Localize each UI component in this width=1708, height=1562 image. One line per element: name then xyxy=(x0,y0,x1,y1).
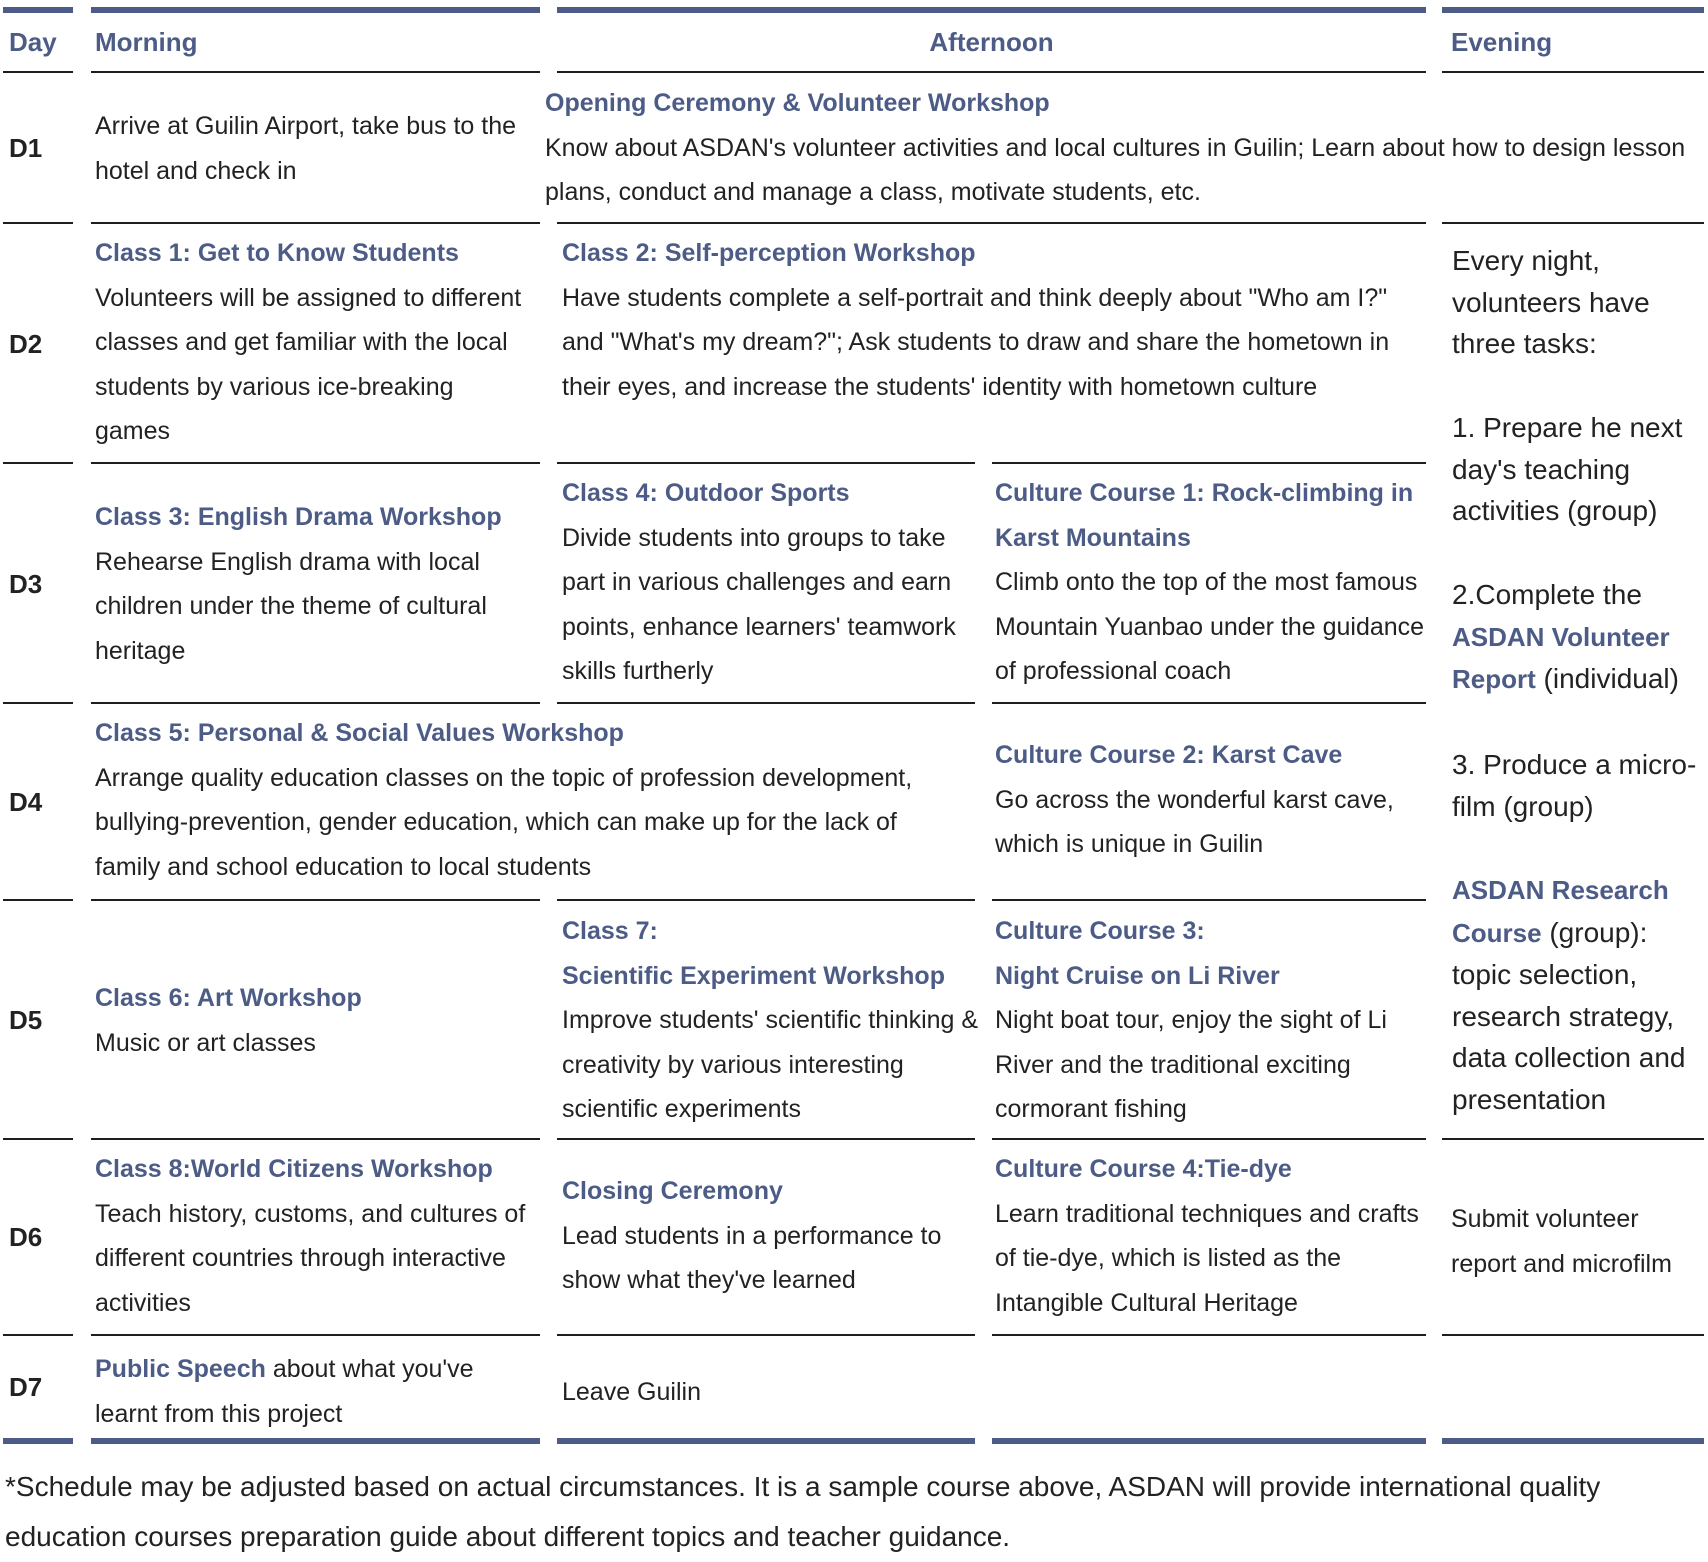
d6-afternoon2-title: Culture Course 4:Tie-dye xyxy=(995,1155,1292,1183)
d3-morning-text: Rehearse English drama with local children under the theme of cultural heritage xyxy=(95,547,487,665)
evening-task-3: 3. Produce a micro-film (group) xyxy=(1452,749,1697,822)
d3-afternoon1-title: Class 4: Outdoor Sports xyxy=(562,479,850,507)
row-rule xyxy=(557,462,975,464)
d3-morning xyxy=(95,495,540,673)
d3-afternoon2-text: Climb onto the top of the most famous Mountain Yuanbao under the guidance of professional coach xyxy=(995,568,1425,685)
d7-morning-text: about what you've learnt from this project xyxy=(95,1355,474,1428)
header-day: Day xyxy=(9,27,57,57)
day-label-d4: D4 xyxy=(9,787,43,817)
row-rule xyxy=(992,1138,1426,1140)
row-rule xyxy=(91,899,540,901)
row-rule xyxy=(557,899,975,901)
d6-morning-text: Teach history, customs, and cultures of different countries through interactive activities xyxy=(95,1199,526,1317)
d2-afternoon-title: Class 2: Self-perception Workshop xyxy=(562,239,976,267)
day-label-d6: D6 xyxy=(9,1222,43,1252)
d7-morning xyxy=(95,1347,535,1436)
row-rule xyxy=(91,1334,540,1336)
row-rule xyxy=(1442,1334,1704,1336)
d2-afternoon xyxy=(562,231,1412,409)
d2-morning xyxy=(95,231,535,454)
header-rule xyxy=(3,71,73,73)
d5-afternoon1-title-2: Scientific Experiment Workshop xyxy=(562,961,945,990)
bottom-rule-evening xyxy=(1442,1438,1704,1444)
d3-afternoon1 xyxy=(562,471,974,694)
d4-morning-text: Arrange quality education classes on the topic of profession development, bullying-prevention, gender education, which can make up for the lack of family and school education to local students xyxy=(95,763,913,881)
header-afternoon: Afternoon xyxy=(929,27,1054,57)
evening-task-2-bold: ASDAN Volunteer Report xyxy=(1452,621,1670,694)
bottom-rule-afternoon2 xyxy=(992,1438,1426,1444)
evening-task-1: 1. Prepare he next day's teaching activities (group) xyxy=(1452,412,1683,526)
d3-afternoon2 xyxy=(995,471,1430,694)
header-evening: Evening xyxy=(1451,27,1553,57)
row-rule xyxy=(557,1334,975,1336)
footnote: *Schedule may be adjusted based on actual circumstances. It is a sample course above, ASDAN will provide international quality education courses preparation guide about different topics and teacher guidance. xyxy=(5,1471,1601,1552)
row-rule xyxy=(3,222,73,224)
evening-task-2-post: (individual) xyxy=(1535,663,1679,694)
day-label-d5: D5 xyxy=(9,1005,43,1035)
d2-morning-text: Volunteers will be assigned to different classes and get familiar with the local students by various ice-breaking games xyxy=(95,283,522,445)
d1-afternoon-text: Know about ASDAN's volunteer activities and local cultures in Guilin; Learn about how to design lesson plans, conduct and manage a class, motivate students, etc. xyxy=(545,133,1686,206)
row-rule xyxy=(992,462,1426,464)
d6-afternoon2-text: Learn traditional techniques and crafts of tie-dye, which is listed as the Intangible Cultural Heritage xyxy=(995,1199,1419,1317)
evening-task-2 xyxy=(1452,574,1702,701)
top-rule-morning xyxy=(91,7,540,13)
d4-afternoon2-text: Go across the wonderful karst cave, which is unique in Guilin xyxy=(995,785,1394,858)
row-rule xyxy=(91,1138,540,1140)
row-rule xyxy=(91,702,540,704)
d5-afternoon1-text: Improve students' scientific thinking & creativity by various interesting scientific experiments xyxy=(562,1006,979,1123)
d5-afternoon2-title-1: Culture Course 3: xyxy=(995,917,1205,945)
d3-afternoon1-text: Divide students into groups to take part in various challenges and earn points, enhance learners' teamwork skills furtherly xyxy=(562,523,956,685)
d6-afternoon1-text: Lead students in a performance to show what they've learned xyxy=(562,1221,942,1294)
d4-afternoon2-title: Culture Course 2: Karst Cave xyxy=(995,741,1343,769)
row-rule xyxy=(1442,1138,1704,1140)
d6-afternoon1-title: Closing Ceremony xyxy=(562,1177,783,1205)
d1-afternoon xyxy=(545,81,1705,215)
d4-afternoon2 xyxy=(995,733,1430,867)
evening-task-2-pre: 2.Complete the xyxy=(1452,579,1642,610)
header-rule xyxy=(1442,71,1704,73)
d1-afternoon-title: Opening Ceremony & Volunteer Workshop xyxy=(545,89,1050,117)
d2-morning-title: Class 1: Get to Know Students xyxy=(95,239,459,267)
top-rule-evening xyxy=(1442,7,1704,13)
bottom-rule-morning xyxy=(91,1438,540,1444)
d4-morning-title: Class 5: Personal & Social Values Workshop xyxy=(95,719,624,747)
top-rule-day xyxy=(3,7,73,13)
row-rule xyxy=(91,462,540,464)
d5-afternoon2 xyxy=(995,909,1430,1132)
evening-tasks-intro: Every night, volunteers have three tasks: xyxy=(1452,245,1650,359)
d3-morning-title: Class 3: English Drama Workshop xyxy=(95,503,502,531)
d5-morning xyxy=(95,976,535,1065)
d4-morning xyxy=(95,711,965,889)
header-rule xyxy=(557,71,1426,73)
d6-morning-title: Class 8:World Citizens Workshop xyxy=(95,1155,493,1183)
d6-afternoon1 xyxy=(562,1169,962,1303)
evening-task-4-post: (group): topic selection, research strategy, data collection and presentation xyxy=(1452,916,1686,1115)
row-rule xyxy=(992,1334,1426,1336)
top-rule-afternoon xyxy=(557,7,1426,13)
d5-afternoon2-title-2: Night Cruise on Li River xyxy=(995,961,1280,990)
evening-task-4-bold: ASDAN Research Course xyxy=(1452,875,1669,948)
header-rule xyxy=(91,71,540,73)
day-label-d2: D2 xyxy=(9,329,43,359)
evening-task-4 xyxy=(1452,869,1702,1120)
day-label-d3: D3 xyxy=(9,569,43,599)
row-rule xyxy=(3,899,73,901)
d2-afternoon-text: Have students complete a self-portrait and think deeply about "Who am I?" and "What's my dream?"; Ask students to draw and share the hometown in their eyes, and increase the students' identity with hometown culture xyxy=(562,283,1390,401)
d5-morning-title: Class 6: Art Workshop xyxy=(95,984,362,1012)
header-morning: Morning xyxy=(95,27,198,57)
d6-morning xyxy=(95,1147,540,1325)
day-label-d1: D1 xyxy=(9,133,43,163)
row-rule xyxy=(557,1138,975,1140)
row-rule xyxy=(3,702,73,704)
d6-afternoon2 xyxy=(995,1147,1420,1325)
row-rule xyxy=(3,1138,73,1140)
row-rule xyxy=(3,462,73,464)
bottom-rule-afternoon1 xyxy=(557,1438,975,1444)
d5-afternoon2-text: Night boat tour, enjoy the sight of Li River and the traditional exciting cormorant fishing xyxy=(995,1006,1387,1123)
d5-afternoon1 xyxy=(562,909,982,1132)
d5-morning-text: Music or art classes xyxy=(95,1028,316,1057)
day-label-d7: D7 xyxy=(9,1372,43,1402)
row-rule xyxy=(91,222,540,224)
bottom-rule-day xyxy=(3,1438,73,1444)
d1-morning-text: Arrive at Guilin Airport, take bus to the hotel and check in xyxy=(95,112,517,185)
d7-morning-bold: Public Speech xyxy=(95,1355,266,1383)
row-rule xyxy=(992,899,1426,901)
row-rule xyxy=(557,702,975,704)
d7-afternoon1-text: Leave Guilin xyxy=(562,1378,701,1406)
row-rule xyxy=(992,702,1426,704)
row-rule xyxy=(557,222,1426,224)
d6-evening-text: Submit volunteer report and microfilm xyxy=(1451,1205,1672,1278)
row-rule xyxy=(3,1334,73,1336)
d3-afternoon2-title: Culture Course 1: Rock-climbing in Karst Mountains xyxy=(995,479,1414,552)
d5-afternoon1-title-1: Class 7: xyxy=(562,917,658,945)
row-rule xyxy=(1442,222,1704,224)
